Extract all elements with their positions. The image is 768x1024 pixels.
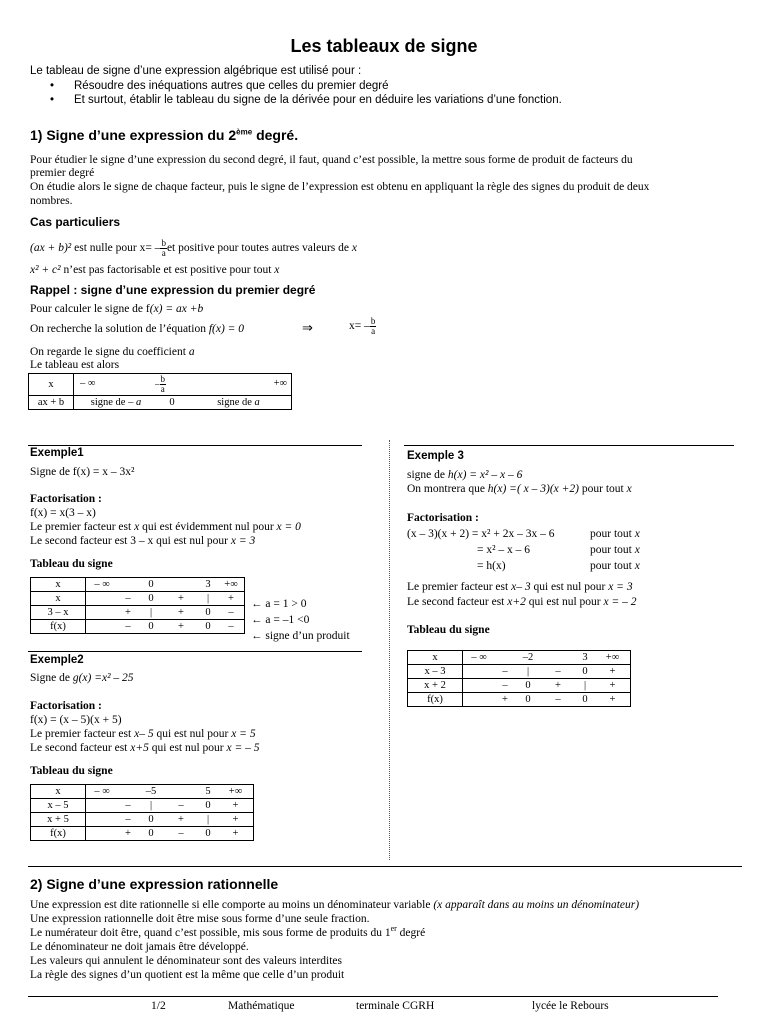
example1-tab-title: Tableau du signe	[30, 558, 113, 570]
page-title: Les tableaux de signe	[290, 36, 478, 56]
table-row: f(x) + 0 – 0 +	[31, 827, 254, 841]
section1-title: 1) Signe d’une expression du 2ème degré.	[30, 127, 299, 143]
section2-line: La règle des signes d’un quotient est la même que celle d’un produit	[30, 969, 345, 981]
example3-fact: pour tout x	[590, 544, 640, 556]
table-row: x + 2 – 0 + | +	[408, 679, 631, 693]
example2-line: Signe de g(x) =x² – 25	[30, 672, 134, 684]
section2-line: Les valeurs qui annulent le dénominateur sont des valeurs interdites	[30, 955, 343, 967]
example1-sign-table	[30, 577, 245, 634]
divider	[28, 651, 362, 652]
section2-line: Le dénominateur ne doit jamais être développé.	[30, 941, 249, 953]
table-cell: signe de a	[186, 396, 292, 410]
example3-line: signe de h(x) = x² – x – 6	[407, 469, 523, 481]
example3-fact: = h(x)	[477, 560, 506, 572]
intro-bullet: • Résoudre des inéquations autres que celles du premier degré	[50, 80, 389, 92]
example3-fact: Le second facteur est x+2 qui est nul pour x = – 2	[407, 596, 637, 608]
example3-fact: pour tout x	[590, 560, 640, 572]
section1-paragraph: Pour étudier le signe d’une expression du second degré, il faut, quand c’est possible, la mettre sous forme de produit de facteurs du	[30, 154, 633, 166]
table-row: f(x) – 0 + 0 –	[31, 620, 245, 634]
section2-line: Le numérateur doit être, quand c’est possible, mis sous forme de produits du 1er degré	[30, 924, 426, 939]
implies-arrow: ⇒	[302, 320, 313, 335]
example3-fact: = x² – x – 6	[477, 544, 531, 556]
example2-fact-title: Factorisation :	[30, 700, 102, 712]
rappel-sign-table	[28, 373, 292, 410]
cas-line-1: (ax + b)² est nulle pour x= – $\frac{b}{a}$ et positive pour toutes autres valeurs de x	[30, 237, 357, 258]
footer-subject: Mathématique	[228, 1000, 295, 1012]
section2-title: 2) Signe d’une expression rationnelle	[30, 876, 279, 892]
table-row: x – 0 + | +	[31, 592, 245, 606]
example3-line: On montrera que h(x) =( x – 3)(x +2) pour tout x	[407, 483, 632, 495]
example3-title: Exemple 3	[407, 450, 464, 462]
table-cell: ax + b	[29, 396, 74, 410]
example3-fact: (x – 3)(x + 2) = x² + 2x – 3x – 6	[407, 528, 555, 540]
table-cell: x	[29, 374, 74, 396]
example1-fact: Le premier facteur est x qui est évidemment nul pour x = 0	[30, 521, 301, 533]
rappel-line-3: On regarde le signe du coefficient a	[30, 346, 195, 358]
footer-school: lycée le Rebours	[532, 1000, 609, 1012]
section2-line: Une expression est dite rationnelle si elle comporte au moins un dénominateur variable (x apparaît dans au moins un dénominateur)	[30, 899, 640, 911]
example2-title: Exemple2	[30, 654, 84, 666]
example2-fact: f(x) = (x – 5)(x + 5)	[30, 714, 122, 726]
cas-line-2: x² + c² n’est pas factorisable et est positive pour tout x	[30, 264, 280, 276]
rappel-solution: x= – $\frac{b}{a}$	[349, 315, 376, 336]
example2-tab-title: Tableau du signe	[30, 765, 113, 777]
table-row: x + 5 – 0 + | +	[31, 813, 254, 827]
table-note: ← a = 1 > 0	[251, 598, 307, 610]
table-row: 3 – x + | + 0 –	[31, 606, 245, 620]
example3-fact: pour tout x	[590, 528, 640, 540]
example2-fact: Le second facteur est x+5 qui est nul pour x = – 5	[30, 742, 260, 754]
table-cell: – ∞ – $\frac{b}{a}$ +∞	[74, 374, 292, 396]
intro-text: Le tableau de signe d’une expression algébrique est utilisé pour :	[30, 65, 362, 77]
example2-sign-table	[30, 784, 254, 841]
footer-class: terminale CGRH	[356, 1000, 435, 1012]
table-note: ← signe d’un produit	[251, 630, 350, 642]
table-row: x – ∞ 0 3 +∞	[31, 578, 245, 592]
table-note: ← a = –1 <0	[251, 614, 310, 626]
divider	[28, 866, 742, 867]
rappel-title: Rappel : signe d’une expression du premier degré	[30, 283, 316, 297]
example1-fact: f(x) = x(3 – x)	[30, 507, 96, 519]
footer-page: 1/2	[151, 1000, 166, 1012]
section1-paragraph: premier degré	[30, 167, 95, 179]
table-row: x – ∞ –2 3 +∞	[408, 651, 631, 665]
column-divider	[389, 440, 390, 860]
table-row: x – 5 – | – 0 +	[31, 799, 254, 813]
footer-divider	[28, 996, 718, 997]
example1-title: Exemple1	[30, 447, 84, 459]
table-cell: signe de – a	[74, 396, 159, 410]
example1-line: Signe de f(x) = x – 3x²	[30, 466, 135, 478]
example3-tab-title: Tableau du signe	[407, 624, 490, 636]
example3-fact-title: Factorisation :	[407, 512, 479, 524]
example3-fact: Le premier facteur est x– 3 qui est nul pour x = 3	[407, 581, 633, 593]
rappel-line-4: Le tableau est alors	[30, 359, 120, 371]
example2-fact: Le premier facteur est x– 5 qui est nul pour x = 5	[30, 728, 256, 740]
divider	[404, 445, 734, 446]
intro-bullet: • Et surtout, établir le tableau du signe de la dérivée pour en déduire les variations d’une fonction.	[50, 94, 562, 106]
section1-paragraph: On étudie alors le signe de chaque facteur, puis le signe de l’expression est obtenu en appliquant la règle des signes du produit de deux	[30, 181, 650, 193]
table-row: x – 3 – | – 0 +	[408, 665, 631, 679]
cas-particuliers-title: Cas particuliers	[30, 215, 121, 229]
rappel-line-2: On recherche la solution de l’équation f(x) = 0	[30, 323, 245, 335]
rappel-line-1: Pour calculer le signe de f(x) = ax +b	[30, 303, 204, 315]
section1-paragraph: nombres.	[30, 195, 73, 207]
example1-fact: Le second facteur est 3 – x qui est nul pour x = 3	[30, 535, 256, 547]
example3-sign-table	[407, 650, 631, 707]
section2-line: Une expression rationnelle doit être mise sous forme d’une seule fraction.	[30, 913, 370, 925]
divider	[28, 445, 362, 446]
table-row: x – ∞ –5 5 +∞	[31, 785, 254, 799]
table-cell: 0	[158, 396, 186, 410]
table-row: f(x) + 0 – 0 +	[408, 693, 631, 707]
example1-fact-title: Factorisation :	[30, 493, 102, 505]
